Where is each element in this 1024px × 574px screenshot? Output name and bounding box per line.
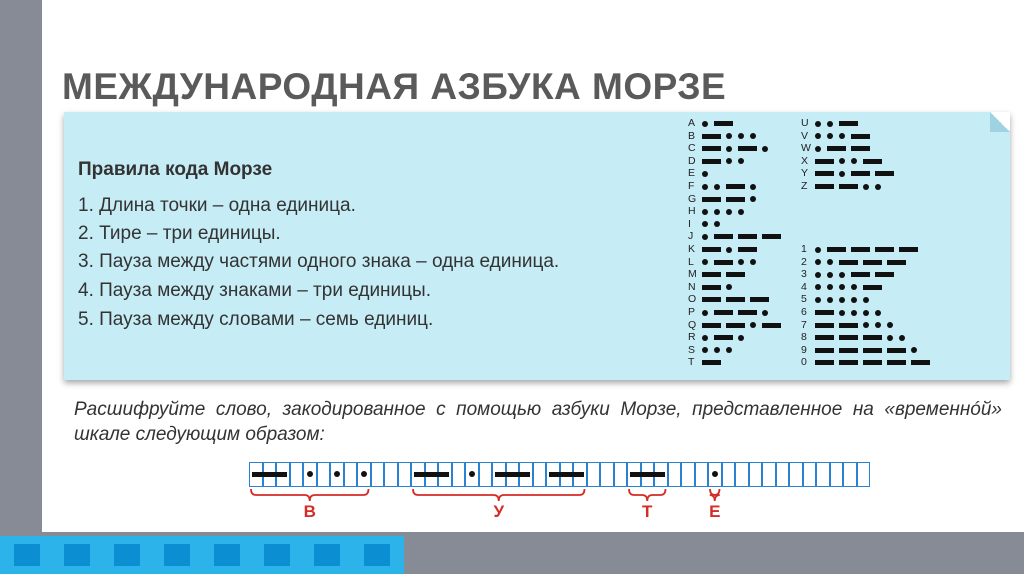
- morse-dash: [863, 348, 882, 353]
- morse-row: [688, 293, 774, 306]
- morse-dot: [851, 297, 857, 303]
- morse-row: [801, 243, 923, 256]
- morse-row: [688, 319, 786, 332]
- time-cell: [668, 462, 682, 487]
- time-cell: [587, 462, 601, 487]
- time-cell: [816, 462, 830, 487]
- morse-dash: [815, 310, 834, 315]
- morse-dash: [875, 272, 894, 277]
- morse-symbol: 1: [801, 243, 807, 255]
- morse-dot: [726, 284, 732, 290]
- morse-dash: [738, 310, 757, 315]
- morse-dot: [863, 322, 869, 328]
- morse-symbol: K: [688, 243, 696, 255]
- morse-dot: [726, 146, 732, 152]
- rule-item: 4. Пауза между знаками – три единицы.: [78, 280, 431, 301]
- morse-dash: [714, 121, 733, 126]
- morse-symbol: C: [688, 142, 696, 155]
- decor-square: [214, 544, 240, 566]
- decor-square: [364, 544, 390, 566]
- morse-dash: [714, 335, 733, 340]
- morse-dot: [911, 347, 917, 353]
- morse-symbol: 0: [801, 356, 807, 369]
- morse-dash: [839, 348, 858, 353]
- morse-dash: [726, 184, 745, 189]
- morse-row: [688, 243, 762, 256]
- morse-symbol: 9: [801, 343, 807, 356]
- morse-dash: [851, 247, 870, 252]
- morse-dash: [702, 159, 721, 164]
- morse-dash: [702, 197, 721, 202]
- morse-row: [801, 167, 899, 180]
- morse-dot: [726, 133, 732, 139]
- time-cell: [600, 462, 614, 487]
- morse-dot: [827, 272, 833, 278]
- morse-dash: [851, 272, 870, 277]
- morse-row: [801, 281, 887, 294]
- morse-dash: [887, 260, 906, 265]
- morse-dot: [887, 322, 893, 328]
- morse-symbol: W: [801, 142, 811, 155]
- morse-dash: [899, 247, 918, 252]
- morse-dot: [887, 335, 893, 341]
- timeline-dash: [495, 472, 530, 477]
- morse-row: [801, 117, 863, 130]
- morse-dash: [762, 234, 781, 239]
- morse-dash: [815, 360, 834, 365]
- morse-dash: [887, 348, 906, 353]
- morse-dot: [726, 347, 732, 353]
- timeline-dot: [712, 471, 718, 477]
- morse-dash: [851, 146, 870, 151]
- morse-dash: [815, 159, 834, 164]
- morse-symbol: R: [688, 331, 696, 344]
- morse-dot: [875, 322, 881, 328]
- morse-dot: [839, 284, 845, 290]
- morse-dot: [702, 259, 708, 265]
- morse-dot: [863, 310, 869, 316]
- morse-dot: [839, 272, 845, 278]
- morse-dash: [738, 146, 757, 151]
- time-cell: [371, 462, 385, 487]
- morse-dot: [738, 335, 744, 341]
- morse-symbol: Y: [801, 167, 809, 180]
- morse-symbol: I: [688, 217, 691, 230]
- morse-row: [688, 281, 738, 294]
- morse-dot: [738, 209, 744, 215]
- morse-dot: [863, 297, 869, 303]
- morse-dot: [815, 121, 821, 127]
- timeline-dot: [334, 471, 340, 477]
- morse-dash: [827, 247, 846, 252]
- group-brace: [627, 487, 668, 503]
- time-cell: [681, 462, 695, 487]
- morse-dot: [827, 284, 833, 290]
- slide-title: МЕЖДУНАРОДНАЯ АЗБУКА МОРЗЕ: [62, 66, 727, 107]
- morse-dot: [899, 335, 905, 341]
- group-brace: [249, 487, 371, 503]
- morse-dash: [887, 360, 906, 365]
- morse-dot: [815, 133, 821, 139]
- morse-dot: [839, 133, 845, 139]
- morse-dot: [738, 133, 744, 139]
- timeline-dot: [469, 471, 475, 477]
- morse-dot: [851, 158, 857, 164]
- morse-dash: [839, 360, 858, 365]
- morse-row: [688, 331, 750, 344]
- morse-dash: [815, 171, 834, 176]
- time-cell: [533, 462, 547, 487]
- morse-dash: [863, 260, 882, 265]
- morse-symbol: T: [688, 356, 695, 369]
- morse-dot: [827, 121, 833, 127]
- morse-symbol: E: [688, 167, 696, 180]
- morse-dash: [702, 285, 721, 290]
- timeline-dash: [549, 472, 584, 477]
- morse-dash: [738, 234, 757, 239]
- morse-dash: [750, 297, 769, 302]
- morse-dot: [714, 347, 720, 353]
- group-letter: В: [303, 502, 316, 521]
- morse-dot: [827, 133, 833, 139]
- morse-dash: [702, 297, 721, 302]
- morse-dash: [726, 323, 745, 328]
- morse-row: [801, 356, 935, 369]
- bottom-accent-strip: [0, 536, 404, 574]
- morse-dash: [863, 335, 882, 340]
- timeline-dash: [252, 472, 287, 477]
- morse-dot: [726, 158, 732, 164]
- morse-dot: [851, 310, 857, 316]
- morse-dot: [702, 335, 708, 341]
- morse-dash: [911, 360, 930, 365]
- morse-dot: [839, 158, 845, 164]
- timeline-dash: [414, 472, 449, 477]
- morse-dash: [863, 159, 882, 164]
- time-cell: [749, 462, 763, 487]
- time-cell: [290, 462, 304, 487]
- morse-row: [688, 356, 726, 369]
- decor-square: [64, 544, 90, 566]
- morse-dot: [750, 322, 756, 328]
- morse-symbol: 5: [801, 293, 807, 306]
- morse-row: [688, 306, 774, 319]
- morse-row: [801, 306, 887, 319]
- morse-symbol: 3: [801, 268, 807, 281]
- morse-row: [801, 319, 899, 332]
- time-cell: [722, 462, 736, 487]
- morse-symbol: U: [801, 117, 809, 129]
- morse-dash: [714, 260, 733, 265]
- morse-dash: [839, 260, 858, 265]
- morse-dash: [827, 146, 846, 151]
- morse-dash: [702, 360, 721, 365]
- morse-row: [688, 167, 714, 180]
- morse-dot: [714, 221, 720, 227]
- morse-dash: [702, 146, 721, 151]
- morse-symbol: N: [688, 280, 696, 293]
- rule-item: 3. Пауза между частями одного знака – одна единица.: [78, 251, 560, 272]
- morse-dot: [863, 184, 869, 190]
- group-brace: [411, 487, 587, 503]
- time-cell: [398, 462, 412, 487]
- morse-row: [688, 180, 762, 193]
- rules-heading: Правила кода Морзе: [78, 159, 273, 180]
- morse-symbol: 6: [801, 306, 807, 318]
- morse-row: [688, 193, 762, 206]
- morse-dot: [702, 121, 708, 127]
- time-cell: [735, 462, 749, 487]
- morse-row: [688, 268, 750, 281]
- group-brace: [708, 487, 722, 503]
- time-cell: [830, 462, 844, 487]
- morse-symbol: Q: [688, 318, 697, 331]
- morse-row: [801, 180, 887, 193]
- morse-symbol: 8: [801, 331, 807, 344]
- morse-dot: [726, 247, 732, 253]
- morse-dash: [702, 134, 721, 139]
- morse-dot: [726, 209, 732, 215]
- morse-symbol: H: [688, 205, 696, 218]
- time-cell: [317, 462, 331, 487]
- time-cell: [789, 462, 803, 487]
- morse-row: [801, 293, 875, 306]
- morse-symbol: B: [688, 129, 696, 142]
- morse-symbol: S: [688, 343, 696, 356]
- morse-dash: [726, 197, 745, 202]
- morse-dot: [702, 347, 708, 353]
- time-cell: [776, 462, 790, 487]
- morse-dash: [839, 184, 858, 189]
- morse-dash: [726, 297, 745, 302]
- morse-row: [688, 230, 786, 243]
- time-cell: [843, 462, 857, 487]
- rule-item: 5. Пауза между словами – семь единиц.: [78, 309, 434, 330]
- morse-dash: [875, 171, 894, 176]
- morse-dot: [702, 234, 708, 240]
- morse-dash: [839, 335, 858, 340]
- morse-symbol: 7: [801, 318, 807, 331]
- morse-dash: [851, 134, 870, 139]
- time-cell: [695, 462, 709, 487]
- morse-dot: [815, 259, 821, 265]
- group-letter: Т: [642, 502, 653, 521]
- panel-fold-corner: [990, 112, 1010, 132]
- morse-symbol: F: [688, 180, 695, 192]
- morse-dash: [762, 323, 781, 328]
- morse-row: [801, 256, 911, 269]
- morse-symbol: G: [688, 192, 697, 205]
- morse-symbol: V: [801, 129, 809, 142]
- morse-dot: [738, 259, 744, 265]
- morse-symbol: Z: [801, 180, 808, 192]
- morse-symbol: M: [688, 268, 697, 281]
- time-cell: [452, 462, 466, 487]
- left-sidebar: [0, 0, 42, 574]
- morse-dot: [827, 297, 833, 303]
- time-cell: [857, 462, 871, 487]
- morse-dot: [827, 259, 833, 265]
- morse-symbol: 2: [801, 255, 807, 268]
- morse-dash: [702, 323, 721, 328]
- morse-row: [801, 344, 923, 357]
- timeline-dot: [307, 471, 313, 477]
- morse-symbol: P: [688, 306, 696, 318]
- morse-symbol: D: [688, 154, 696, 167]
- morse-dash: [863, 285, 882, 290]
- group-letter: У: [493, 502, 505, 521]
- morse-row: [801, 155, 887, 168]
- morse-dash: [815, 348, 834, 353]
- morse-dot: [875, 184, 881, 190]
- morse-dot: [750, 184, 756, 190]
- time-cell: [344, 462, 358, 487]
- morse-row: [801, 130, 875, 143]
- time-cell: [384, 462, 398, 487]
- morse-dot: [762, 310, 768, 316]
- morse-symbol: X: [801, 154, 809, 167]
- morse-dash: [714, 234, 733, 239]
- time-cell: [762, 462, 776, 487]
- morse-row: [688, 344, 738, 357]
- morse-dash: [702, 272, 721, 277]
- morse-dot: [815, 272, 821, 278]
- morse-dash: [815, 335, 834, 340]
- morse-dot: [875, 310, 881, 316]
- morse-dash: [714, 310, 733, 315]
- morse-dot: [851, 284, 857, 290]
- timeline-dot: [361, 471, 367, 477]
- timeline-dash: [630, 472, 665, 477]
- morse-dash: [738, 247, 757, 252]
- morse-dash: [702, 247, 721, 252]
- morse-symbol: O: [688, 293, 697, 306]
- morse-symbol: L: [688, 255, 694, 268]
- morse-dot: [815, 146, 821, 152]
- morse-row: [688, 218, 726, 231]
- morse-dash: [726, 272, 745, 277]
- decor-square: [314, 544, 340, 566]
- morse-dot: [762, 146, 768, 152]
- morse-row: [688, 142, 774, 155]
- rule-item: 2. Тире – три единицы.: [78, 223, 281, 244]
- morse-symbol: A: [688, 117, 696, 129]
- morse-dash: [839, 121, 858, 126]
- task-text: Расшифруйте слово, закодированное с помощью азбуки Морзе, представленное на «временнóй» шкале следующим образом:: [74, 399, 1002, 445]
- time-cell: [803, 462, 817, 487]
- morse-symbol: 4: [801, 280, 807, 293]
- decor-square: [264, 544, 290, 566]
- decor-square: [14, 544, 40, 566]
- time-cell: [479, 462, 493, 487]
- morse-dot: [714, 184, 720, 190]
- morse-dash: [875, 247, 894, 252]
- morse-dot: [702, 221, 708, 227]
- morse-row: [801, 268, 899, 281]
- morse-dot: [839, 171, 845, 177]
- morse-row: [688, 130, 762, 143]
- decor-square: [114, 544, 140, 566]
- morse-row: [801, 331, 911, 344]
- morse-dot: [750, 196, 756, 202]
- morse-dot: [750, 133, 756, 139]
- morse-dot: [750, 259, 756, 265]
- morse-dot: [702, 310, 708, 316]
- morse-dot: [839, 297, 845, 303]
- morse-dot: [702, 171, 708, 177]
- rule-item: 1. Длина точки – одна единица.: [78, 195, 356, 216]
- morse-dash: [815, 184, 834, 189]
- morse-row: [688, 205, 750, 218]
- morse-row: [688, 117, 738, 130]
- morse-dash: [839, 323, 858, 328]
- morse-dot: [738, 158, 744, 164]
- morse-dot: [702, 209, 708, 215]
- morse-dash: [815, 323, 834, 328]
- morse-dot: [839, 310, 845, 316]
- morse-row: [688, 155, 750, 168]
- morse-dot: [714, 209, 720, 215]
- morse-row: [688, 256, 762, 269]
- morse-dot: [702, 184, 708, 190]
- morse-symbol: J: [688, 230, 694, 243]
- morse-dot: [815, 297, 821, 303]
- morse-dash: [863, 360, 882, 365]
- morse-dot: [815, 284, 821, 290]
- morse-dot: [815, 247, 821, 253]
- morse-dash: [851, 171, 870, 176]
- time-cell: [614, 462, 628, 487]
- decor-square: [164, 544, 190, 566]
- morse-row: [801, 142, 875, 155]
- group-letter: Е: [709, 502, 721, 521]
